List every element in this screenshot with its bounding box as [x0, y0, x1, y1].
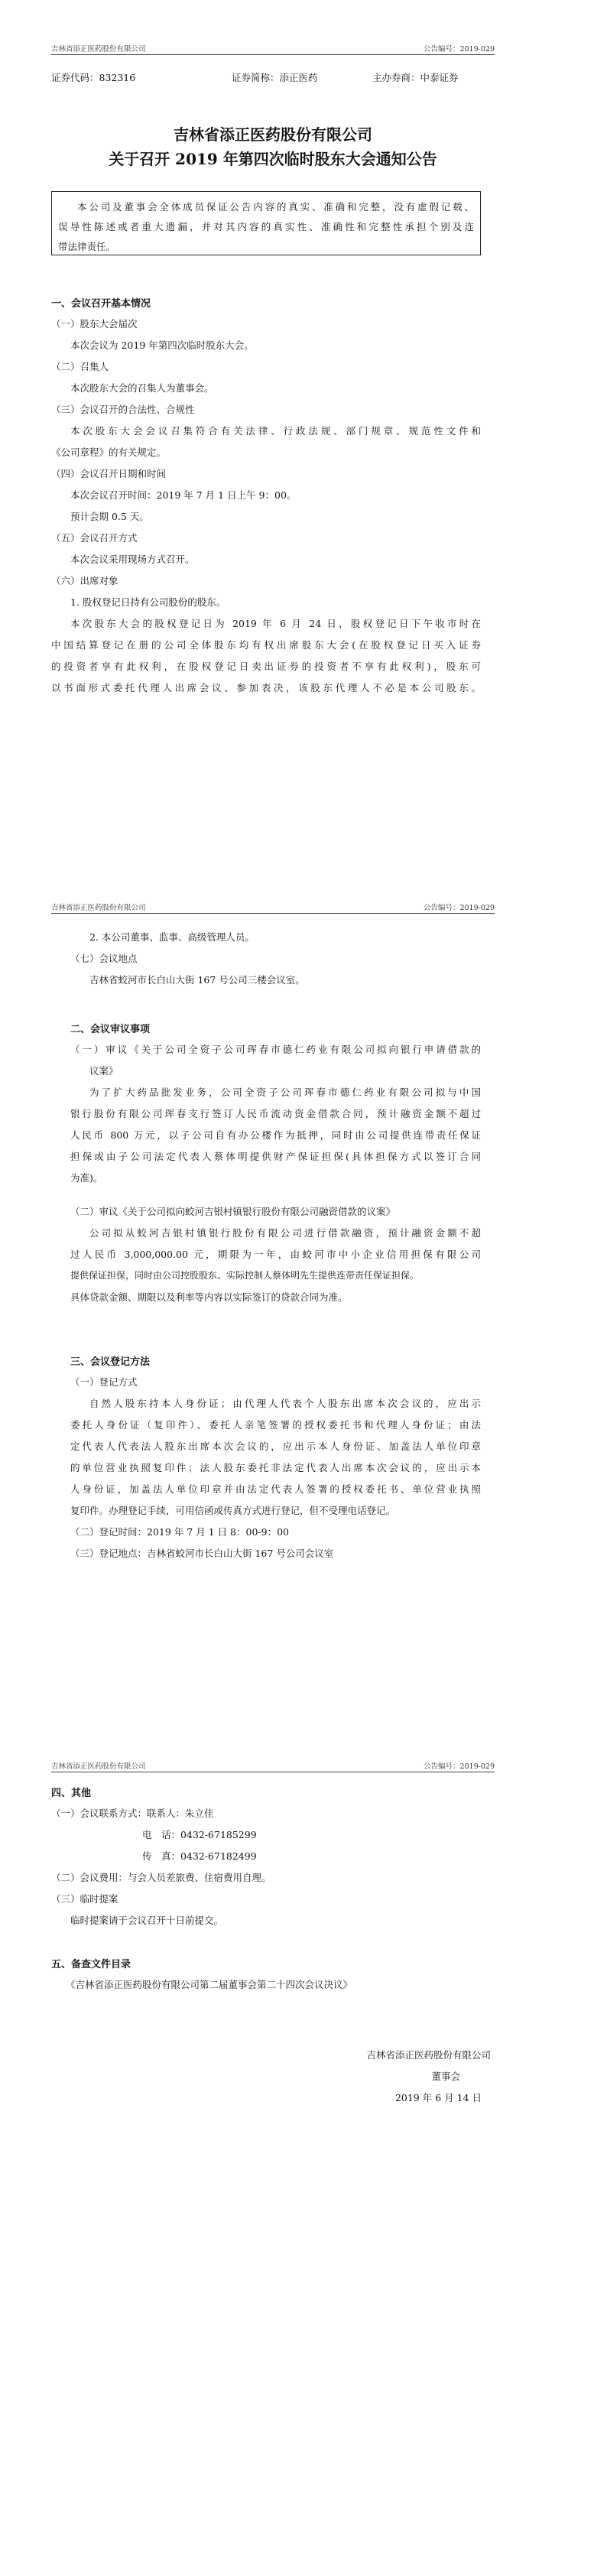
item-body: 的单位营业执照复印件；法人股东委托非法定代表人出席本次会议的，应出示本: [70, 1462, 481, 1473]
item-heading: （二）召集人: [51, 361, 109, 372]
item-body: 本次会议为 2019 年第四次临时股东大会。: [70, 339, 254, 351]
page-header: [51, 43, 495, 55]
agenda-body: 银行股份有限公司珲春支行签订人民币流动资金借款合同，预计融资金额不超过: [70, 1108, 481, 1119]
section-4-heading: 四、其他: [51, 1788, 92, 1799]
item-heading: （七）会议地点: [70, 953, 138, 964]
agenda-body: 担保或由子公司法定代表人蔡体明提供财产保证担保(具体担保方式以签订合同: [70, 1151, 481, 1162]
section-1-heading: 一、会议召开基本情况: [51, 298, 151, 310]
item-heading: （六）出席对象: [51, 575, 118, 586]
agenda-body: 过人民币 3,000,000.00 元，期限为一年，由蛟河市中小企业信用担保有限公司: [70, 1249, 481, 1260]
page-header: [51, 901, 495, 914]
item-body: 以书面形式委托代理人出席会议、参加表决，该股东代理人不必是本公司股东。: [51, 682, 481, 694]
item-body: 本次股东大会的召集人为董事会。: [70, 382, 214, 394]
contact-fax: 传 真：0432-67182499: [142, 1850, 257, 1862]
contact-phone: 电 话：0432-67185299: [142, 1829, 257, 1840]
item-heading: （四）会议召开日期和时间: [51, 468, 167, 479]
item-body: 预计会期 0.5 天。: [70, 511, 149, 522]
item-body: 本次股东大会会议召集符合有关法律、行政法规、部门规章、规范性文件和: [70, 425, 481, 437]
item-heading: （三）登记地点：吉林省蛟河市长白山大街 167 号公司会议室: [70, 1548, 334, 1559]
disclaimer-line: 带法律责任。: [58, 241, 116, 252]
signature-company: 吉林省添正医药股份有限公司: [366, 2049, 491, 2061]
security-code: 证券代码：832316: [51, 72, 136, 83]
sub-item: 1. 股权登记日持有公司股份的股东。: [70, 596, 226, 608]
item-body: 本次会议召开时间：2019 年 7 月 1 日上午 9：00。: [70, 489, 297, 501]
header-announcement-no: 公告编号：2019-029: [423, 1762, 495, 1771]
item-body: 委托人身份证（复印件）、委托人亲笔签署的授权委托书和代理人身份证；由法: [70, 1419, 481, 1431]
item-heading: （五）会议召开方式: [51, 532, 138, 544]
page-2: [0, 859, 607, 1717]
header-rule: [51, 913, 495, 914]
doc-title-company: 吉林省添正医药股份有限公司: [174, 125, 372, 144]
disclaimer-line: 本公司及董事会全体成员保证公告内容的真实、准确和完整，没有虚假记载、: [77, 201, 474, 213]
reference-document: 《吉林省添正医药股份有限公司第二届董事会第二十四次会议决议》: [66, 1979, 353, 1990]
security-abbr: 证券简称：添正医药: [232, 72, 318, 83]
agenda-body: 公司拟从蛟河吉银村镇银行股份有限公司进行借款融资，预计融资金额不超: [89, 1227, 481, 1239]
item-body: 人身份证，加盖法人单位印章并由法定代表人签署的授权委托书、单位营业执照: [70, 1483, 481, 1495]
item-body: 吉林省蛟河市长白山大街 167 号公司三楼会议室。: [89, 974, 305, 986]
agenda-heading: 议案》: [89, 1065, 118, 1077]
item-heading: （二）会议费用：与会人员差旅费、住宿费用自理。: [51, 1872, 271, 1883]
section-2-heading: 二、会议审议事项: [70, 1024, 151, 1035]
item-body: 本次会议采用现场方式召开。: [70, 554, 195, 565]
signature-board: 董事会: [431, 2071, 460, 2082]
header-company: 吉林省添正医药股份有限公司: [51, 1762, 146, 1771]
item-heading: （一）股东大会届次: [51, 318, 138, 330]
item-body: 本次股东大会的股权登记日为 2019 年 6 月 24 日，股权登记日下午收市时在: [70, 618, 481, 629]
item-body: 《公司章程》的有关规定。: [51, 447, 167, 458]
disclaimer-box: [51, 191, 481, 255]
section-5-heading: 五、备查文件目录: [51, 1959, 131, 1970]
item-body: 的投资者享有此权利，在股权登记日卖出证券的投资者不享有此权利)，股东可: [51, 661, 481, 672]
item-heading: （一）登记方式: [70, 1376, 138, 1388]
signature-date: 2019 年 6 月 14 日: [394, 2092, 482, 2103]
header-announcement-no: 公告编号：2019-029: [423, 45, 495, 54]
item-body: 复印件。办理登记手续，可用信函或传真方式进行登记，但不受理电话登记。: [70, 1505, 396, 1516]
agenda-body: 提供保证担保，同时由公司控股股东、实际控制人蔡体明先生提供连带责任保证担保。: [70, 1270, 420, 1281]
item-heading: （三）会议召开的合法性、合规性: [51, 404, 195, 415]
item-heading: （二）登记时间：2019 年 7 月 1 日 8：00-9：00: [70, 1526, 289, 1538]
disclaimer-line: 误导性陈述或者重大遗漏，并对其内容的真实性、准确性和完整性承担个别及连: [58, 221, 474, 232]
item-body: 自然人股东持本人身份证；由代理人代表个人股东出席本次会议的，应出示: [89, 1398, 481, 1409]
header-rule: [51, 54, 495, 55]
agenda-body: 人民币 800 万元，以子公司自有办公楼作为抵押，同时由公司提供连带责任保证: [70, 1129, 481, 1141]
item-body: 中国结算登记在册的公司全体股东均有权出席股东大会(在股权登记日买入证券: [51, 639, 481, 651]
item-body: 定代表人代表法人股东出席本次会议的，应出示本人身份证、加盖法人单位印章: [70, 1441, 481, 1452]
header-company: 吉林省添正医药股份有限公司: [51, 45, 146, 54]
item-heading: （三）临时提案: [51, 1893, 118, 1905]
agenda-heading: （一）审议《关于公司全资子公司珲春市德仁药业有限公司拟向银行申请借款的: [70, 1044, 481, 1055]
page-3: [0, 1717, 607, 2576]
item-body: 临时提案请于会议召开十日前提交。: [70, 1915, 224, 1926]
agenda-heading: （二）审议《关于公司拟向蛟河吉银村镇银行股份有限公司融资借款的议案》: [70, 1206, 396, 1217]
doc-title-subject: 关于召开 2019 年第四次临时股东大会通知公告: [109, 150, 437, 168]
security-broker: 主办券商：中泰证券: [372, 72, 459, 83]
sub-item: 2. 本公司董事、监事、高级管理人员。: [89, 931, 255, 943]
agenda-body: 具体贷款金额、期限以及利率等内容以实际签订的贷款合同为准。: [70, 1291, 348, 1303]
agenda-body: 为准)。: [70, 1172, 103, 1184]
header-announcement-no: 公告编号：2019-029: [423, 904, 495, 912]
item-heading: （一）会议联系方式：联系人：朱立佳: [51, 1808, 214, 1819]
agenda-body: 为了扩大药品批发业务，公司全资子公司珲春市德仁药业有限公司拟与中国: [89, 1087, 481, 1098]
page-1: [0, 0, 607, 859]
section-3-heading: 三、会议登记方法: [70, 1356, 151, 1368]
page-header: [51, 1760, 495, 1772]
header-company: 吉林省添正医药股份有限公司: [51, 904, 146, 912]
